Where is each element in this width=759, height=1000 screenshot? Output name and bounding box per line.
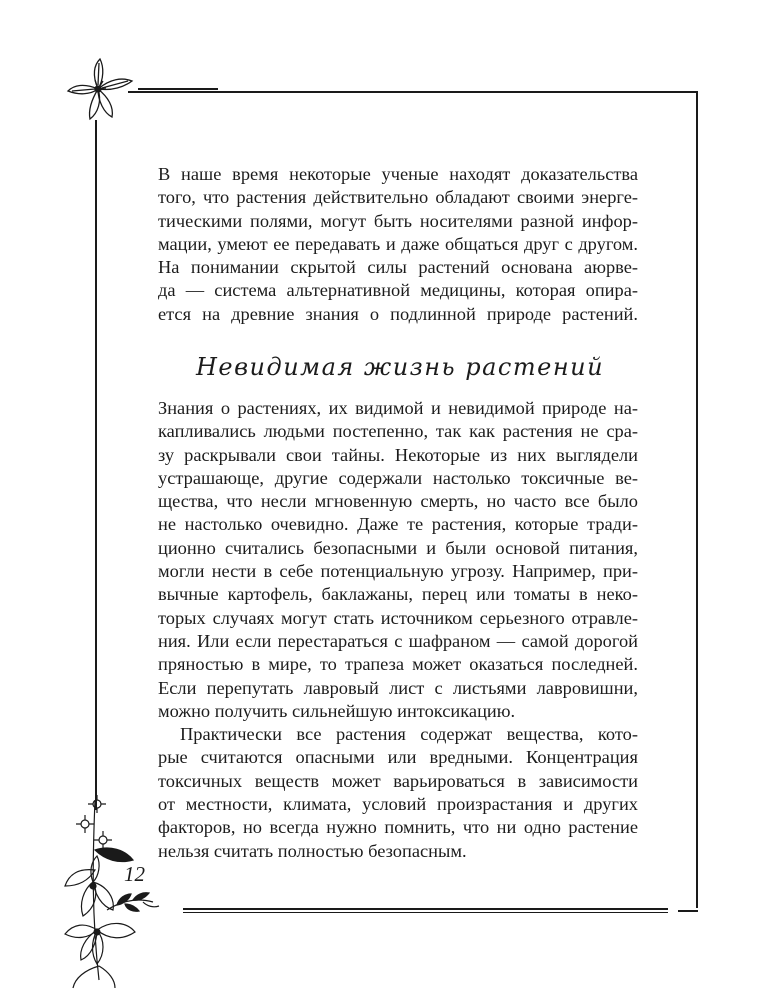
frame-left-line [95,120,97,810]
text-line: рые считаются опасными или вредными. Концентрация [158,747,638,768]
text-line: На понимании скрытой силы растений основана аюрве- [158,257,638,278]
text-line: мации, умеют ее передавать и даже общаться друг с другом. [158,233,638,254]
frame-top-line [138,88,218,90]
text-line: капливались людьми постепенно, так как растения не сра- [158,421,638,442]
text-line: устрашающе, другие содержали настолько токсичные ве- [158,467,638,488]
text-line: ется на древние знания о подлинной природе растений. [158,303,638,324]
frame-right-line [696,91,698,908]
text-line: Если перепутать лавровый лист с листьями лавровишни, [158,677,638,698]
frame-bottom-line [183,912,668,913]
flower-ornament-top-icon [62,55,142,125]
text-line: можно получить сильнейшую интоксикацию. [158,700,516,721]
text-line: не настолько очевидно. Даже те растения, которые тради- [158,514,638,535]
frame-bottom-line [183,908,668,910]
text-line: Знания о растениях, их видимой и невидимой природе на- [158,398,638,418]
text-line: нельзя считать полностью безопасным. [158,840,467,861]
text-line: факторов, но всегда нужно помнить, что ни одно растение [158,817,638,838]
page-number: 12 [124,862,145,886]
text-line: В наше время некоторые ученые находят доказательства [158,164,638,184]
text-line: токсичных веществ может варьироваться в зависимости [158,770,638,791]
text-line: пряностью в мире, то трапеза может оказаться последней. [158,654,638,675]
text-line: вычные картофель, баклажаны, перец или томаты в неко- [158,584,638,605]
text-line: да — система альтернативной медицины, которая опира- [158,280,638,301]
frame-bottom-line [678,910,698,912]
text-line: Практически все растения содержат вещества, кото- [180,724,638,745]
text-line: тическими полями, могут быть носителями разной инфор- [158,210,638,231]
text-line: того, что растения действительно обладают своими энерге- [158,187,638,208]
floral-ornament-bottom-icon [55,790,175,990]
intro-paragraph [158,163,638,326]
text-line: торых случаях могут стать источником серьезного отравле- [158,607,638,628]
text-line: щества, что несли мгновенную смерть, но часто все было [158,491,638,512]
text-line: от местности, климата, условий произрастания и других [158,794,638,815]
body-text [158,397,638,863]
text-line: зу раскрывали свои тайны. Некоторые из них выглядели [158,444,638,465]
text-line: ния. Или если перестараться с шафраном — самой дорогой [158,630,638,651]
frame-top-line [128,91,698,93]
text-line: ционно считались безопасными и были основой питания, [158,537,638,558]
section-heading: Невидимая жизнь растений [195,353,605,381]
text-line: могли нести в себе потенциальную угрозу. Например, при- [158,561,638,582]
